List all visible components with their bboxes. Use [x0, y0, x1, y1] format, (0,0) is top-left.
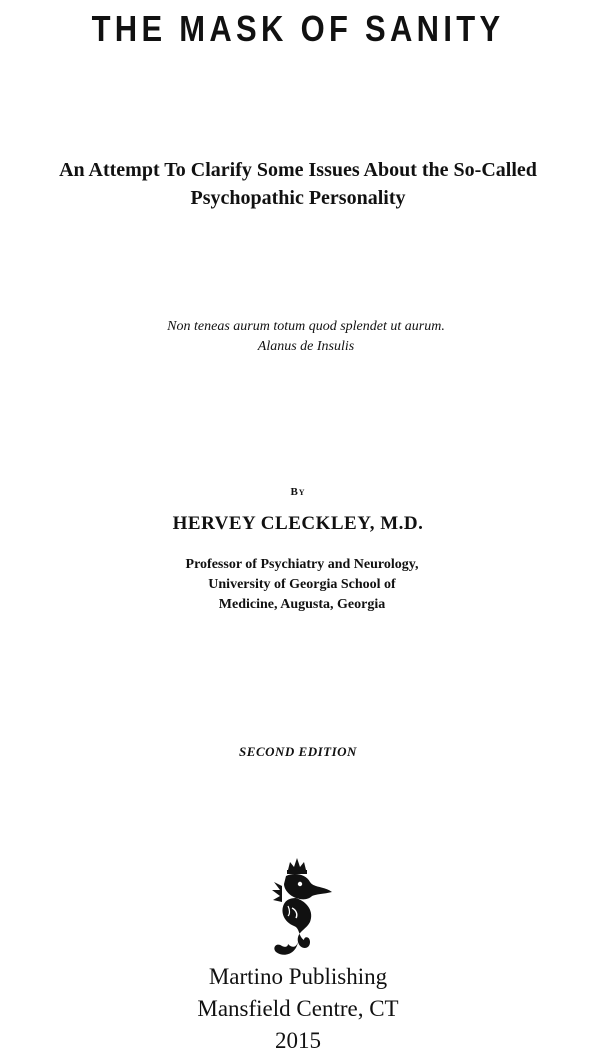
publisher-name: Martino Publishing [208, 964, 388, 989]
publisher-location: Mansfield Centre, CT [197, 996, 399, 1021]
subtitle-line-1: An Attempt To Clarify Some Issues About the So-Called [59, 159, 537, 181]
author-name: HERVEY CLECKLEY, M.D. [172, 513, 424, 534]
affiliation-line-2: University of Georgia School of [208, 577, 396, 592]
book-title: THE MASK OF SANITY [91, 8, 505, 49]
epigraph-attribution: Alanus de Insulis [257, 339, 355, 354]
edition-label: SECOND EDITION [239, 744, 357, 759]
by-label: By [290, 486, 306, 498]
subtitle-line-2: Psychopathic Personality [190, 187, 406, 209]
epigraph-quote: Non teneas aurum totum quod splendet ut aurum. [167, 319, 445, 334]
seahorse-printer-mark-icon [266, 856, 338, 964]
affiliation-line-3: Medicine, Augusta, Georgia [218, 597, 386, 612]
affiliation-line-1: Professor of Psychiatry and Neurology, [185, 557, 419, 572]
publication-year: 2015 [275, 1028, 321, 1053]
